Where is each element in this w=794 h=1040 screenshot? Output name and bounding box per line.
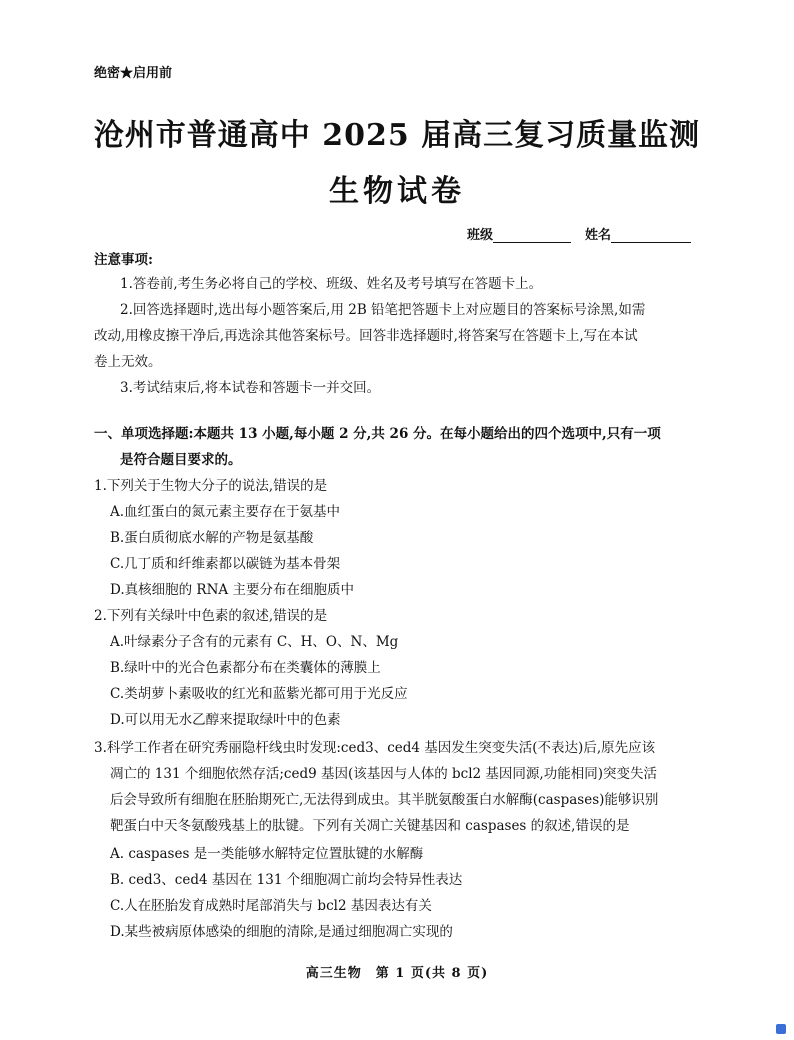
notice-line: 3.考试结束后,将本试卷和答题卡一并交回。 (120, 380, 381, 396)
question-option: C.类胡萝卜素吸收的红光和蓝紫光都可用于光反应 (110, 686, 408, 702)
question-stem: 3.科学工作者在研究秀丽隐杆线虫时发现:ced3、ced4 基因发生突变失活(不表达)后,原先应该 (94, 740, 656, 756)
exam-subject: 生物试卷 (329, 174, 465, 209)
exam-title: 沧州市普通高中 2025 届高三复习质量监测 (93, 118, 701, 153)
name-label: 姓名 (585, 228, 612, 243)
class-label: 班级 (467, 228, 494, 243)
question-option: A. caspases 是一类能够水解特定位置肽键的水解酶 (110, 846, 424, 862)
question-option: D.某些被病原体感染的细胞的清除,是通过细胞凋亡实现的 (110, 924, 453, 940)
section-heading: 一、单项选择题:本题共 13 小题,每小题 2 分,共 26 分。在每小题给出的四个选项中,只有一项 (94, 426, 661, 442)
class-name-fields (467, 224, 691, 243)
question-option: C.几丁质和纤维素都以碳链为基本骨架 (110, 556, 341, 572)
question-stem: 靶蛋白中天冬氨酸残基上的肽键。下列有关凋亡关键基因和 caspases 的叙述,错误的是 (110, 818, 630, 834)
question-stem: 后会导致所有细胞在胚胎期死亡,无法得到成虫。其半胱氨酸蛋白水解酶(caspases)能够识别 (110, 792, 659, 808)
class-blank (493, 230, 571, 243)
page-footer: 高三生物 第 1 页(共 8 页) (305, 966, 489, 981)
question-stem: 凋亡的 131 个细胞依然存活;ced9 基因(该基因与人体的 bcl2 基因同源,功能相同)突变失活 (110, 766, 657, 782)
question-option: B.蛋白质彻底水解的产物是氨基酸 (110, 530, 314, 546)
question-option: A.血红蛋白的氮元素主要存在于氨基中 (110, 504, 341, 520)
notice-heading: 注意事项: (94, 252, 153, 268)
question-option: B. ced3、ced4 基因在 131 个细胞凋亡前均会特异性表达 (110, 872, 463, 888)
question-option: C.人在胚胎发育成熟时尾部消失与 bcl2 基因表达有关 (110, 898, 432, 914)
section-heading-cont: 是符合题目要求的。 (120, 452, 242, 468)
watermark (776, 1024, 788, 1034)
notice-line: 改动,用橡皮擦干净后,再选涂其他答案标号。回答非选择题时,将答案写在答题卡上,写在本试 (94, 328, 638, 344)
question-option: A.叶绿素分子含有的元素有 C、H、O、N、Mg (110, 634, 399, 650)
question-option: D.真核细胞的 RNA 主要分布在细胞质中 (110, 582, 354, 598)
question-option: B.绿叶中的光合色素都分布在类囊体的薄膜上 (110, 660, 381, 676)
question-stem: 2.下列有关绿叶中色素的叙述,错误的是 (94, 608, 328, 624)
notice-line: 2.回答选择题时,选出每小题答案后,用 2B 铅笔把答题卡上对应题目的答案标号涂黑,如需 (120, 302, 646, 318)
question-option: D.可以用无水乙醇来提取绿叶中的色素 (110, 712, 341, 728)
notice-line: 1.答卷前,考生务必将自己的学校、班级、姓名及考号填写在答题卡上。 (120, 276, 543, 292)
notice-line: 卷上无效。 (94, 354, 162, 370)
watermark-logo-icon (776, 1024, 786, 1034)
question-stem: 1.下列关于生物大分子的说法,错误的是 (94, 478, 328, 494)
name-blank (611, 230, 691, 243)
secret-label: 绝密★启用前 (94, 66, 173, 81)
